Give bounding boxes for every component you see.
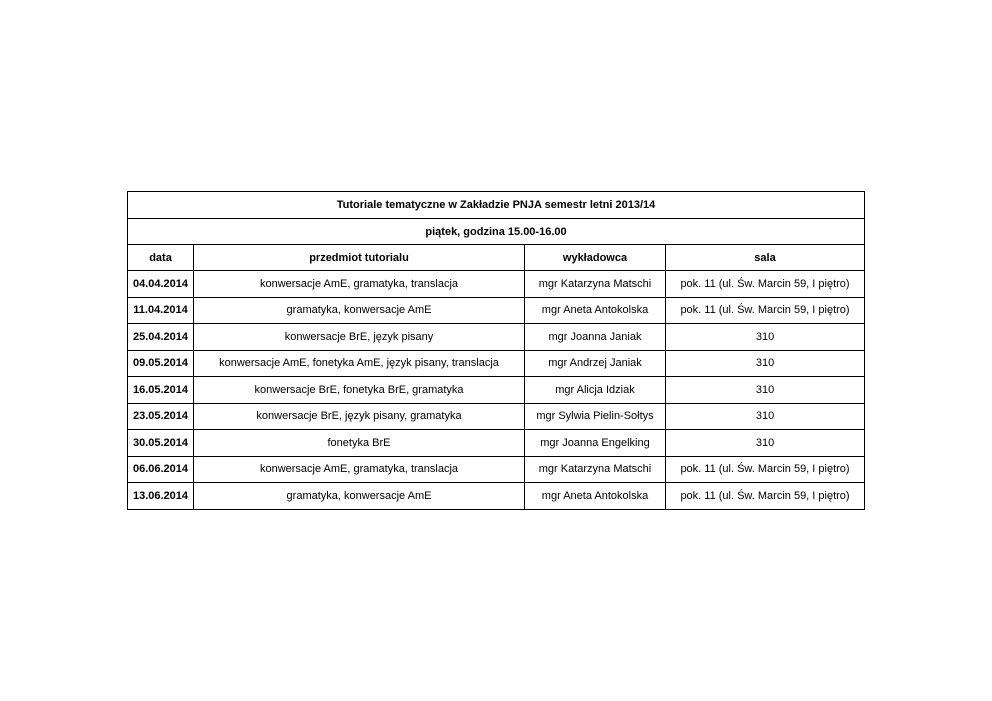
date-cell: 30.05.2014 [128, 430, 194, 457]
subject-cell: konwersacje AmE, gramatyka, translacja [194, 456, 525, 483]
header-row [128, 245, 865, 271]
room-cell: 310 [666, 324, 865, 351]
table-row [128, 403, 865, 430]
date-cell: 13.06.2014 [128, 483, 194, 510]
room-cell: 310 [666, 430, 865, 457]
subject-cell: konwersacje BrE, język pisany, gramatyka [194, 403, 525, 430]
table-row [128, 324, 865, 351]
lecturer-cell: mgr Sylwia Pielin-Sołtys [525, 403, 666, 430]
date-cell: 04.04.2014 [128, 271, 194, 298]
room-cell: pok. 11 (ul. Św. Marcin 59, I piętro) [666, 483, 865, 510]
subject-cell: gramatyka, konwersacje AmE [194, 297, 525, 324]
table-row [128, 350, 865, 377]
room-cell: pok. 11 (ul. Św. Marcin 59, I piętro) [666, 271, 865, 298]
subject-cell: fonetyka BrE [194, 430, 525, 457]
room-cell: 310 [666, 403, 865, 430]
room-cell: 310 [666, 377, 865, 404]
lecturer-cell: mgr Aneta Antokolska [525, 297, 666, 324]
table-row [128, 456, 865, 483]
subject-cell: konwersacje BrE, język pisany [194, 324, 525, 351]
room-cell: pok. 11 (ul. Św. Marcin 59, I piętro) [666, 297, 865, 324]
subject-cell: konwersacje AmE, gramatyka, translacja [194, 271, 525, 298]
schedule-body [128, 192, 865, 510]
room-cell: pok. 11 (ul. Św. Marcin 59, I piętro) [666, 456, 865, 483]
room-cell: 310 [666, 350, 865, 377]
column-header-date: data [128, 245, 194, 271]
date-cell: 09.05.2014 [128, 350, 194, 377]
subject-cell: konwersacje BrE, fonetyka BrE, gramatyka [194, 377, 525, 404]
table-row [128, 377, 865, 404]
column-header-subject: przedmiot tutorialu [194, 245, 525, 271]
lecturer-cell: mgr Alicja Idziak [525, 377, 666, 404]
lecturer-cell: mgr Aneta Antokolska [525, 483, 666, 510]
lecturer-cell: mgr Andrzej Janiak [525, 350, 666, 377]
subtitle-row [128, 219, 865, 245]
lecturer-cell: mgr Joanna Janiak [525, 324, 666, 351]
table-subtitle: piątek, godzina 15.00-16.00 [128, 219, 865, 245]
table-row [128, 297, 865, 324]
table-row [128, 271, 865, 298]
column-header-room: sala [666, 245, 865, 271]
title-row [128, 192, 865, 219]
table-row [128, 483, 865, 510]
subject-cell: konwersacje AmE, fonetyka AmE, język pisany, translacja [194, 350, 525, 377]
lecturer-cell: mgr Katarzyna Matschi [525, 271, 666, 298]
lecturer-cell: mgr Katarzyna Matschi [525, 456, 666, 483]
column-header-lecturer: wykładowca [525, 245, 666, 271]
date-cell: 25.04.2014 [128, 324, 194, 351]
lecturer-cell: mgr Joanna Engelking [525, 430, 666, 457]
schedule-table [127, 191, 865, 510]
table-title: Tutoriale tematyczne w Zakładzie PNJA semestr letni 2013/14 [128, 192, 865, 219]
date-cell: 16.05.2014 [128, 377, 194, 404]
date-cell: 23.05.2014 [128, 403, 194, 430]
subject-cell: gramatyka, konwersacje AmE [194, 483, 525, 510]
date-cell: 06.06.2014 [128, 456, 194, 483]
date-cell: 11.04.2014 [128, 297, 194, 324]
table-row [128, 430, 865, 457]
